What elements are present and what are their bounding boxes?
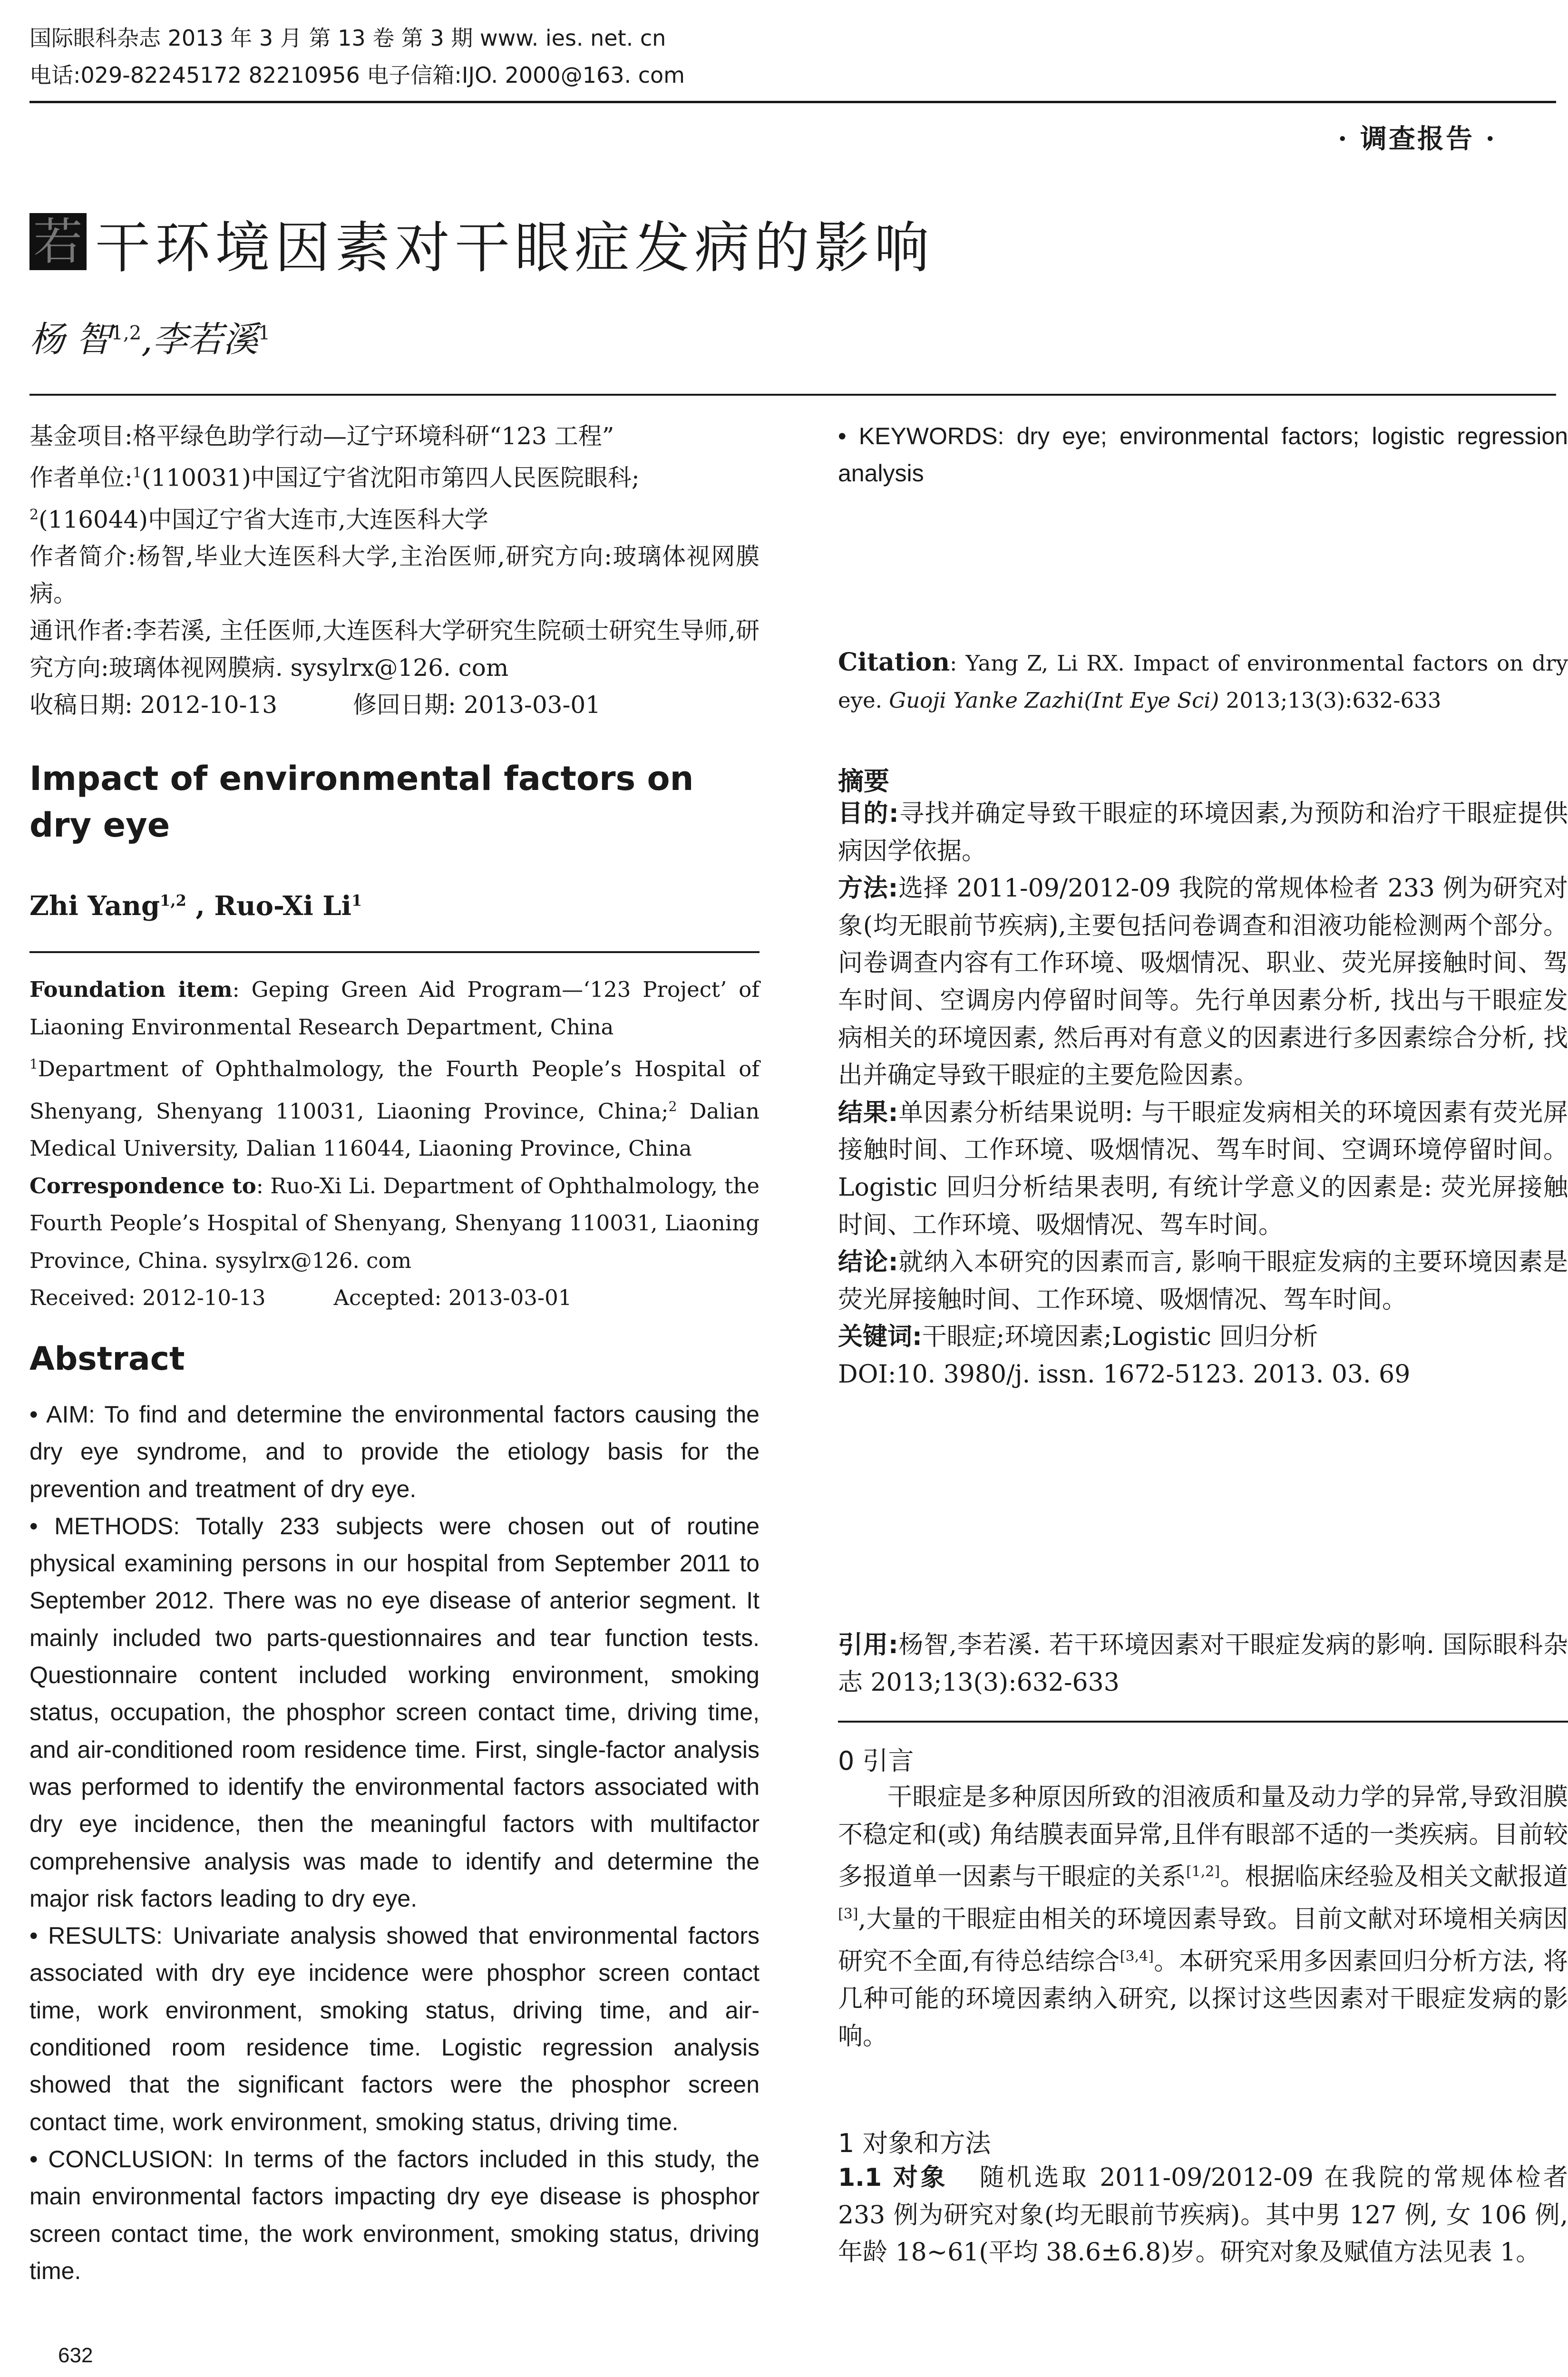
title-rule [29,394,1556,396]
zh-cite: 引用:杨智,李若溪. 若干环境因素对干眼症发病的影响. 国际眼科杂志 2013;13(3):632-633 [838,1631,1568,1697]
zh-abstract-heading: 摘要 [838,766,889,796]
foundation-en: Foundation item: Geping Green Aid Program—‘123 Project’ of Liaoning Environmental Research Department, China [29,977,760,1040]
authors-cn [29,312,270,362]
intro-body [838,1779,1568,2055]
foundation-cn: 基金项目:格平绿色助学行动—辽宁环境科研“123 工程” [29,422,614,450]
zh-aim: 目的:寻找并确定导致干眼症的环境因素,为预防和治疗干眼症提供病因学依据。 [838,799,1568,866]
abstract-aim: • AIM: To find and determine the environmental factors causing the dry eye syndrome, and to provide the etiology basis for the prevention and treatment of dry eye. [29,1401,760,1502]
author-bio-cn: 作者简介:杨智,毕业大连医科大学,主治医师,研究方向:玻璃体视网膜病。 [29,543,760,608]
subjects-paragraph: 1.1 对象 随机选取 2011-09/2012-09 在我院的常规体检者 233 例为研究对象(均无眼前节疾病)。其中男 127 例, 女 106 例,年龄 18~61(平均 38.6±6.8)岁。研究对象及赋值方法见表 1。 [838,2163,1568,2267]
header-rule [29,101,1556,103]
subjects-body [838,2159,1568,2271]
correspondence-cn: 通讯作者:李若溪, 主任医师,大连医科大学研究生院硕士研究生导师,研究方向:玻璃体视网膜病. sysylrx@126. com [29,617,760,682]
abstract-heading: Abstract [29,1340,185,1378]
page-number: 632 [58,2344,93,2367]
section-tag: · 调查报告 · [1338,123,1497,155]
abstract-continued-en [838,418,1568,492]
article-title: 干环境因素对干眼症发病的影响 [95,216,934,280]
author-cn-1-affil: 1,2 [111,322,142,344]
affiliation-cn-1: 作者单位:$^1$(110031)中国辽宁省沈阳市第四人民医院眼科; [29,464,640,492]
dates-en: Received: 2012-10-13 Accepted: 2013-03-01 [29,1285,572,1310]
english-title: Impact of environmental factors on dry eye [29,759,694,845]
authors-rule [29,951,760,953]
abstract-body-en [29,1396,760,2289]
zh-keywords: 关键词:干眼症;环境因素;Logistic 回归分析 [838,1323,1318,1352]
intro-paragraph: 干眼症是多种原因所致的泪液质和量及动力学的异常,导致泪膜不稳定和(或) 角结膜表面异常,且伴有眼部不适的一类疾病。目前较多报道单一因素与干眼症的关系[1,2]。根据临床经验及相关文献报道[3],大量的干眼症由相关的环境因素导致。目前文献对环境相关病因研究不全面,有待总结综合[3,4]。本研究采用多因素回归分析方法, 将几种可能的环境因素纳入研究, 以探讨这些因素对干眼症发病的影响。 [838,1783,1568,2051]
citation-en: Citation: Yang Z, Li RX. Impact of environmental factors on dry eye. Guoji Yanke Zazhi(Int Eye Sci) 2013;13(3):632-633 [838,648,1568,713]
correspondence-en: Correspondence to: Ruo-Xi Li. Department of Ophthalmology, the Fourth People’s Hospital of Shenyang, Shenyang 110031, Liaoning Province, China. sysylrx@126. com [29,1173,760,1273]
intro-heading: 0 引言 [838,1746,914,1776]
running-header-contact: 电话:029-82245172 82210956 电子信箱:IJO. 2000@163. com [29,62,685,88]
zh-conclusion: 结论:就纳入本研究的因素而言, 影响干眼症发病的主要环境因素是荧光屏接触时间、工作环境、吸烟情况、驾车时间。 [838,1248,1568,1314]
abstract-methods: • METHODS: Totally 233 subjects were chosen out of routine physical examining persons in our hospital from September 2011 to September 2012. There was no eye disease of anterior segment. It mainly included two parts-questionnaires and tear function tests. Questionnaire content included working environment, smoking status, occupation, the phosphor screen contact time, driving time, and air-conditioned room residence time. First, single-factor analysis was performed to identify the environmental factors associated with dry eye incidence, then the meaningful factors with multifactor comprehensive analysis was made to identify and determine the major risk factors leading to dry eye. [29,1512,760,1912]
methods-heading: 1 对象和方法 [838,2128,991,2158]
english-authors: Zhi Yang$^{1,2}$ , Ruo-Xi Li$^1$ [29,890,362,922]
author-cn-2: ,李若溪 [141,319,258,360]
author-cn-1: 杨 智 [29,319,111,360]
zh-doi: DOI:10. 3980/j. issn. 1672-5123. 2013. 03. 69 [838,1360,1411,1389]
abstract-keywords: • KEYWORDS: dry eye; environmental factors; logistic regression analysis [838,423,1568,487]
zh-cite-block [838,1627,1568,1701]
cite-rule [838,1721,1568,1723]
departments-en: $^1$Department of Ophthalmology, the Fourth People’s Hospital of Shenyang, Shenyang 110031, Liaoning Province, China;$^2$ Dalian Medical University, Dalian 116044, Liaoning Province, China [29,1056,760,1161]
zh-results: 结果:单因素分析结果说明: 与干眼症发病相关的环境因素有荧光屏接触时间、工作环境、吸烟情况、驾车时间、空调环境停留时间。Logistic 回归分析结果表明, 有统计学意义的因素是: 荧光屏接触时间、工作环境、吸烟情况、驾车时间。 [838,1098,1568,1239]
zh-methods: 方法:选择 2011-09/2012-09 我院的常规体检者 233 例为研究对象(均无眼前节疾病),主要包括问卷调查和泪液功能检测两个部分。问卷调查内容有工作环境、吸烟情况、职业、荧光屏接触时间、驾车时间、空调房内停留时间等。先行单因素分析, 找出与干眼症发病相关的环境因素, 然后再对有意义的因素进行多因素综合分析, 找出并确定导致干眼症的主要危险因素。 [838,874,1568,1090]
author-cn-2-affil: 1 [258,322,271,344]
dates-cn: 收稿日期: 2012-10-13 修回日期: 2013-03-01 [29,691,601,719]
affiliation-cn-2: $^2$(116044)中国辽宁省大连市,大连医科大学 [29,506,488,534]
title-initial-box: 若 [29,213,87,270]
abstract-results: • RESULTS: Univariate analysis showed that environmental factors associated with dry eye incidence were phosphor screen contact time, work environment, smoking status, driving time, and air-conditioned room residence time. Logistic regression analysis showed that the significant factors were the phosphor screen contact time, work environment, smoking status, driving time. [29,1922,760,2135]
abstract-conclusion: • CONCLUSION: In terms of the factors included in this study, the main environmental factors impacting dry eye disease is phosphor screen contact time, the work environment, smoking status, driving time. [29,2145,760,2284]
english-affiliations [29,971,760,1317]
running-header-journal: 国际眼科杂志 2013 年 3 月 第 13 卷 第 3 期 www. ies. net. cn [29,25,666,51]
cn-meta-block [29,418,760,723]
zh-abstract-body [838,795,1568,1393]
